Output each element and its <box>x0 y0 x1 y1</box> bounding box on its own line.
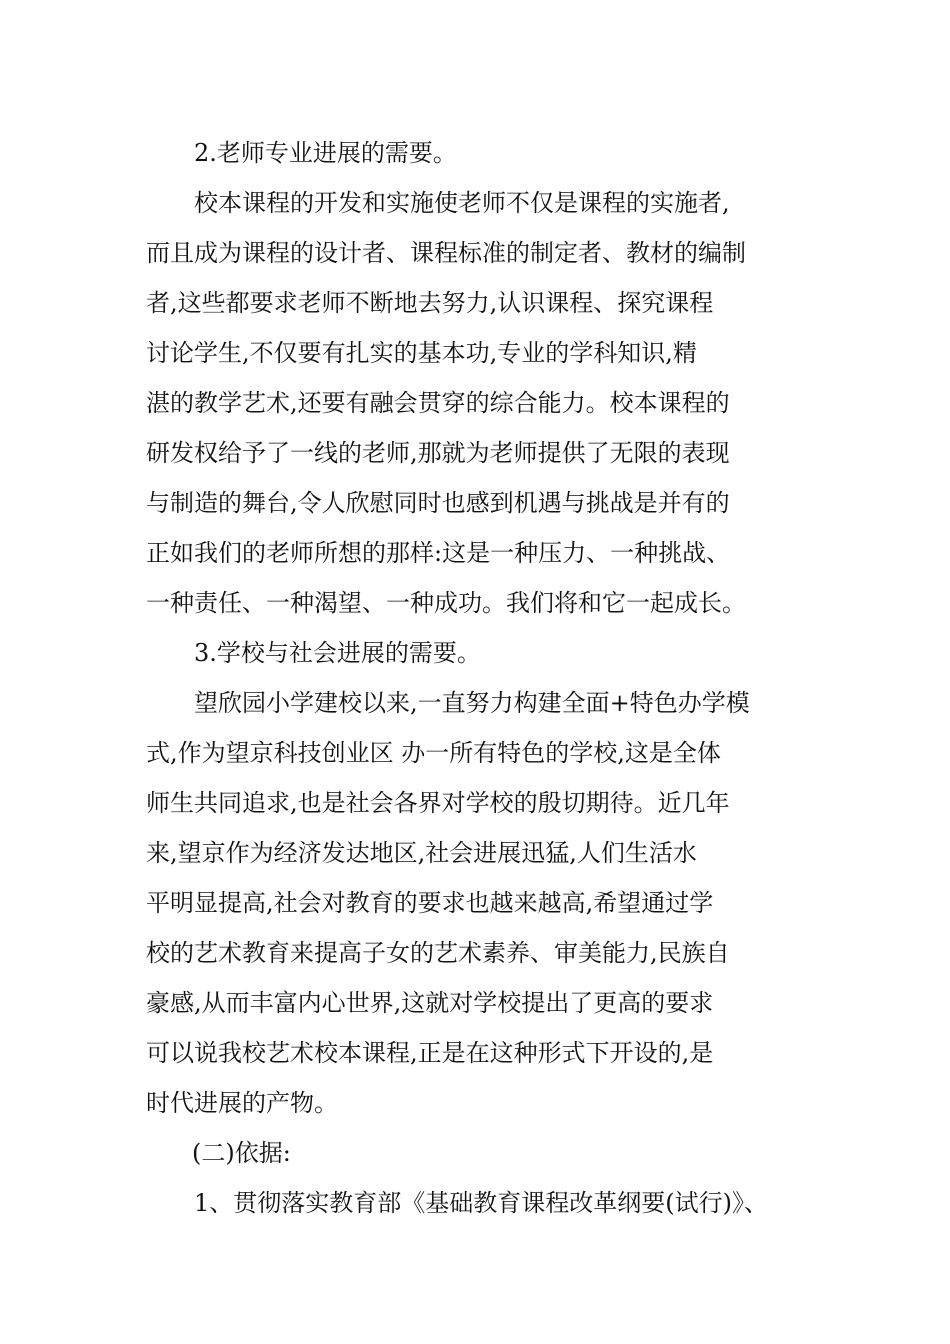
text-line: 可以说我校艺术校本课程,正是在这种形式下开设的,是 <box>146 1039 714 1067</box>
text-line: 一种责任、一种渴望、一种成功。我们将和它一起成长。 <box>146 589 746 617</box>
section-heading-3 <box>146 628 826 678</box>
text-line: 式,作为望京科技创业区 办一所有特色的学校,这是全体 <box>146 739 721 767</box>
text-line: 而且成为课程的设计者、课程标准的制定者、教材的编制 <box>146 239 746 267</box>
text-line: 时代进展的产物。 <box>146 1089 338 1117</box>
paragraph-teacher-development <box>146 178 826 628</box>
text-line: 研发权给予了一线的老师,那就为老师提供了无限的表现 <box>146 439 730 467</box>
section-heading-basis <box>146 1128 826 1178</box>
text-line: 豪感,从而丰富内心世界,这就对学校提出了更高的要求 <box>146 989 714 1017</box>
text-line: 平明显提高,社会对教育的要求也越来越高,希望通过学 <box>146 889 714 917</box>
text-line: 师生共同追求,也是社会各界对学校的殷切期待。近几年 <box>146 789 730 817</box>
text-line: 2.老师专业进展的需要。 <box>194 139 457 167</box>
paragraph-school-society <box>146 678 826 1128</box>
text-line: (二)依据: <box>192 1139 291 1167</box>
text-line: 望欣园小学建校以来,一直努力构建全面+特色办学模 <box>194 689 750 717</box>
paragraph-basis-1 <box>146 1178 826 1228</box>
text-line: 者,这些都要求老师不断地去努力,认识课程、探究课程 <box>146 289 714 317</box>
text-line: 校的艺术教育来提高子女的艺术素养、审美能力,民族自 <box>146 939 730 967</box>
text-line: 来,望京作为经济发达地区,社会进展迅猛,人们生活水 <box>146 839 697 867</box>
text-line: 与制造的舞台,令人欣慰同时也感到机遇与挑战是并有的 <box>146 489 730 517</box>
text-line: 1、贯彻落实教育部《基础教育课程改革纲要(试行)》、 <box>194 1189 768 1217</box>
document-page <box>146 128 826 1228</box>
text-line: 正如我们的老师所想的那样:这是一种压力、一种挑战、 <box>146 539 731 567</box>
text-line: 校本课程的开发和实施使老师不仅是课程的实施者, <box>194 189 730 217</box>
text-line: 3.学校与社会进展的需要。 <box>194 639 481 667</box>
text-line: 讨论学生,不仅要有扎实的基本功,专业的学科知识,精 <box>146 339 697 367</box>
section-heading-2 <box>146 128 826 178</box>
text-line: 湛的教学艺术,还要有融会贯穿的综合能力。校本课程的 <box>146 389 730 417</box>
